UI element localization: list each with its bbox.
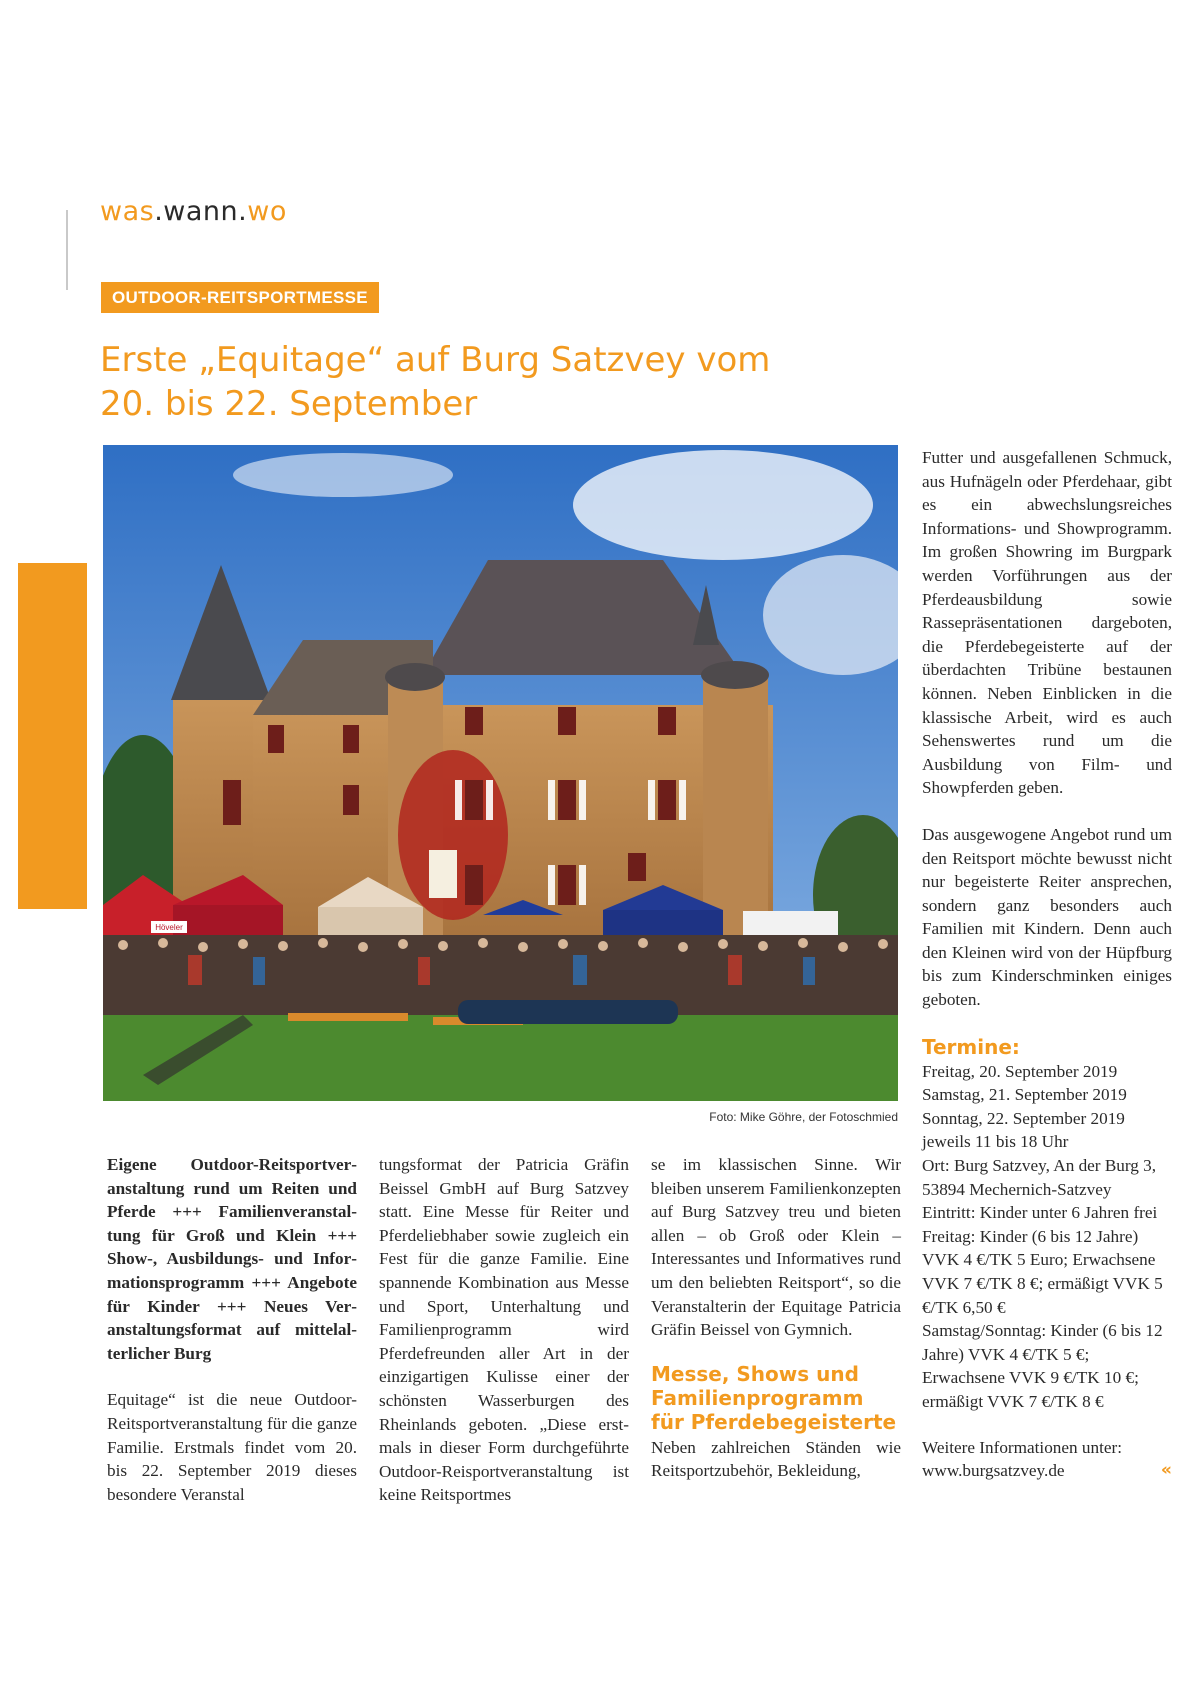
dates-line: Samstag, 21. September 2019 (922, 1085, 1127, 1105)
venue-line: Ort: Burg Satzvey, An der Burg 3, 53894 Mechernich-Satzvey (922, 1156, 1157, 1199)
more-info-label: Weitere Informationen unter: (922, 1437, 1123, 1457)
brand-dot: . (238, 196, 248, 227)
website-link[interactable]: www.burgsatzvey.de (922, 1461, 1065, 1481)
article-column-4 (922, 446, 1172, 1483)
price-line: Samstag/Sonntag: Kinder (6 bis 12 Jahre) VVK 4 €/TK 5 €; Erwachsene VVK 9 €/TK 10 €; ermäßigt VVK 7 €/TK 8 € (922, 1321, 1163, 1411)
tent-sign-text: Höveler (155, 923, 183, 932)
end-mark-icon: « (1160, 1460, 1172, 1481)
article-column-3 (651, 1153, 901, 1483)
castle-photo (103, 445, 898, 1101)
brand-dot: . (154, 196, 164, 227)
category-tag: OUTDOOR-REITSPORTMESSE (101, 282, 379, 313)
article-paragraph: Das ausgewogene Angebot rund um den Reitsport möchte bewusst nicht nur begeisterte Reiter ansprechen, sondern ganz besonders auch Familien mit Kindern. Denn auch den Kleinen wird von der Hüpfburg bis zum Kinderschminken einiges geboten. (922, 824, 1172, 1010)
dates-line: jeweils 11 bis 18 Uhr (922, 1132, 1069, 1152)
article-paragraph: se im klassischen Sinne. Wir bleiben unserem Familienkonzepten auf Burg Satzvey treu und bieten allen – ob Groß oder Klein – Interessantes und Informatives rund um den beliebten Reitsport“, so die Veranstalterin der Equitage Patricia Gräfin Beissel von Gymnich. (651, 1155, 901, 1340)
article-column-2 (379, 1153, 629, 1507)
article-headline: Erste „Equitage“ auf Burg Satzvey vom 20. bis 22. September (100, 340, 771, 424)
article-column-1 (107, 1153, 357, 1506)
dates-list (922, 1060, 1172, 1414)
article-paragraph: Futter und ausgefallenen Schmuck, aus Hufnägeln oder Pferdehaar, gibt es ein abwechslungsreiches Informations- und Showprogramm. Im großen Showring im Burgpark werden Vorführungen aus der Pferdeausbildung sowie Rassepräsentationen dargeboten, die Pferdebegeisterte auf der überdachten Tribüne bestaunen können. Neben Einblicken in die klassische Arbeit, wird es auch Sehenswertes rund um die Ausbildung von Film- und Showpferden geben. (922, 448, 1172, 798)
photo-credit: Foto: Mike Göhre, der Fotoschmied (709, 1110, 898, 1124)
dates-line: Sonntag, 22. September 2019 (922, 1108, 1125, 1128)
dates-heading: Termine: (922, 1034, 1020, 1059)
dates-line: Freitag, 20. September 2019 (922, 1061, 1118, 1081)
article-paragraph: tungsformat der Patricia Gräfin Beissel GmbH auf Burg Satzvey statt. Eine Messe für Reiter und Pferdeliebhaber sowie zugleich ein Fest für die ganze Familie. Eine spannende Kombination aus Messe und Sport, Unterhaltung und Familienprogramm wird Pferdefreunden aller Art in der einzigartigen Kulisse einer der schönsten Wasserburgen des Rheinlands geboten. „Diese erstmals in dieser Form durchgeführte Outdoor-Reisportveranstaltung ist keine Reitsportmes (379, 1155, 629, 1505)
price-line: Freitag: Kinder (6 bis 12 Jahre) VVK 4 €/TK 5 Euro; Erwachsene VVK 7 €/TK 8 €; ermäßigt VVK 5 €/TK 6,50 € (922, 1226, 1163, 1317)
article-lead: Eigene Outdoor-Reitsportveranstaltung rund um Reiten und Pferde +++ Familienveranstaltung für Groß und Klein +++ Show-, Ausbildungs- und Informationsprogramm +++ Angebote für Kinder +++ Neues Veranstaltungsformat auf mittelalterlicher Burg (107, 1155, 357, 1363)
brand-wann: wann (163, 196, 239, 227)
admission-line: Eintritt: Kinder unter 6 Jahren frei (922, 1203, 1158, 1223)
section-subheading: Messe, Shows und Familienprogramm für Pferdebegeisterte (651, 1361, 897, 1434)
brand-wo: wo (247, 196, 287, 227)
orange-side-bar (18, 563, 87, 909)
scan-mark (66, 210, 68, 290)
more-info (922, 1436, 1172, 1483)
article-paragraph: Neben zahlreichen Ständen wie Reitsportzubehör, Bekleidung, (651, 1437, 901, 1481)
article-paragraph: Equitage“ ist die neue Outdoor-Reitsportveranstaltung für die ganze Familie. Erstmals findet vom 20. bis 22. September 2019 dieses besondere Veranstal (107, 1390, 357, 1504)
section-brand (100, 196, 287, 227)
brand-was: was (100, 196, 155, 227)
